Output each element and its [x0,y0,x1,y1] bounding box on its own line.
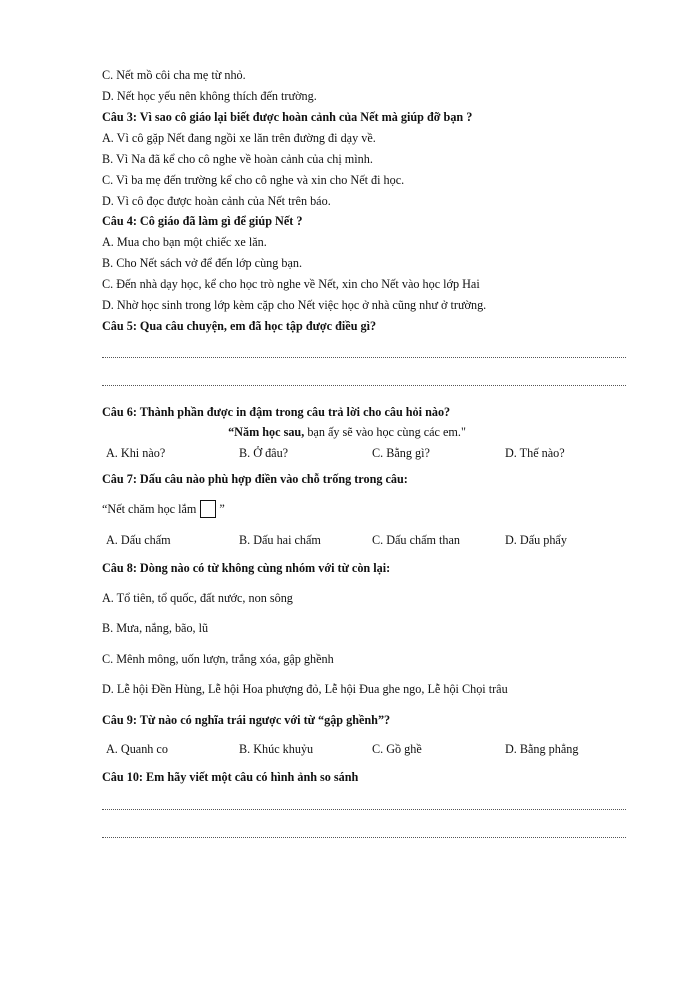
q7-option-b: B. Dấu hai chấm [239,533,321,547]
q7-sentence [102,500,225,518]
blank-box[interactable] [200,500,216,518]
q7-sentence-end: ” [219,501,225,516]
question-8-title: Câu 8: Dòng nào có từ không cùng nhóm với từ còn lại: [102,561,391,575]
question-7-title: Câu 7: Dấu câu nào phù hợp điền vào chỗ trống trong câu: [102,472,408,486]
q6-option-c: C. Bằng gì? [372,446,430,460]
q6-option-d: D. Thế nào? [505,446,565,460]
q3-option-d: D. Vì cô đọc được hoàn cảnh của Nết trên báo. [102,194,331,208]
question-4-title: Câu 4: Cô giáo đã làm gì để giúp Nết ? [102,214,303,228]
q8-option-d: D. Lễ hội Đền Hùng, Lễ hội Hoa phượng đỏ, Lễ hội Đua ghe ngo, Lễ hội Chọi trâu [102,682,508,696]
q9-option-b: B. Khúc khuỷu [239,742,314,756]
q7-sentence-start: “Nết chăm học lắm [102,501,197,516]
option-line: D. Nết học yếu nên không thích đến trường. [102,89,317,103]
q6-option-b: B. Ở đâu? [239,446,289,460]
q6-quote [0,425,694,440]
q4-option-d: D. Nhờ học sinh trong lớp kèm cặp cho Nết việc học ở nhà cũng như ở trường. [102,298,487,312]
q6-quote-bold: “Năm học sau, [228,425,305,439]
q9-options [106,742,638,757]
answer-line[interactable] [102,385,626,386]
q7-option-d: D. Dấu phẩy [505,533,567,547]
question-9-title: Câu 9: Từ nào có nghĩa trái ngược với từ “gập ghềnh”? [102,713,391,727]
question-6-title: Câu 6: Thành phần được in đậm trong câu trả lời cho câu hỏi nào? [102,405,451,419]
option-line: C. Nết mồ côi cha mẹ từ nhỏ. [102,68,246,82]
q7-options [106,533,638,548]
q4-option-b: B. Cho Nết sách vở để đến lớp cùng bạn. [102,256,303,270]
q7-option-a: A. Dấu chấm [106,533,171,547]
q6-option-a: A. Khi nào? [106,446,166,460]
q8-option-c: C. Mênh mông, uốn lượn, trắng xóa, gập ghềnh [102,652,334,666]
q9-option-d: D. Bằng phẳng [505,742,579,756]
q3-option-a: A. Vì cô gặp Nết đang ngồi xe lăn trên đường đi dạy về. [102,131,376,145]
q6-quote-rest: bạn ấy sẽ vào học cùng các em." [304,425,466,439]
q7-option-c: C. Dấu chấm than [372,533,460,547]
answer-line[interactable] [102,357,626,358]
q4-option-c: C. Đến nhà dạy học, kể cho học trò nghe về Nết, xin cho Nết vào học lớp Hai [102,277,480,291]
q9-option-a: A. Quanh co [106,742,168,756]
q4-option-a: A. Mua cho bạn một chiếc xe lăn. [102,235,267,249]
q3-option-c: C. Vì ba mẹ đến trường kể cho cô nghe và xin cho Nết đi học. [102,173,405,187]
q8-option-a: A. Tổ tiên, tổ quốc, đất nước, non sông [102,591,293,605]
q3-option-b: B. Vì Na đã kể cho cô nghe về hoàn cảnh của chị mình. [102,152,373,166]
q8-option-b: B. Mưa, nắng, bão, lũ [102,621,209,635]
question-5-title: Câu 5: Qua câu chuyện, em đã học tập được điều gì? [102,319,377,333]
question-3-title: Câu 3: Vì sao cô giáo lại biết được hoàn cảnh của Nết mà giúp đỡ bạn ? [102,110,473,124]
answer-line[interactable] [102,809,626,810]
q6-options [106,446,638,461]
q9-option-c: C. Gồ ghề [372,742,422,756]
question-10-title: Câu 10: Em hãy viết một câu có hình ảnh so sánh [102,770,359,784]
answer-line[interactable] [102,837,626,838]
